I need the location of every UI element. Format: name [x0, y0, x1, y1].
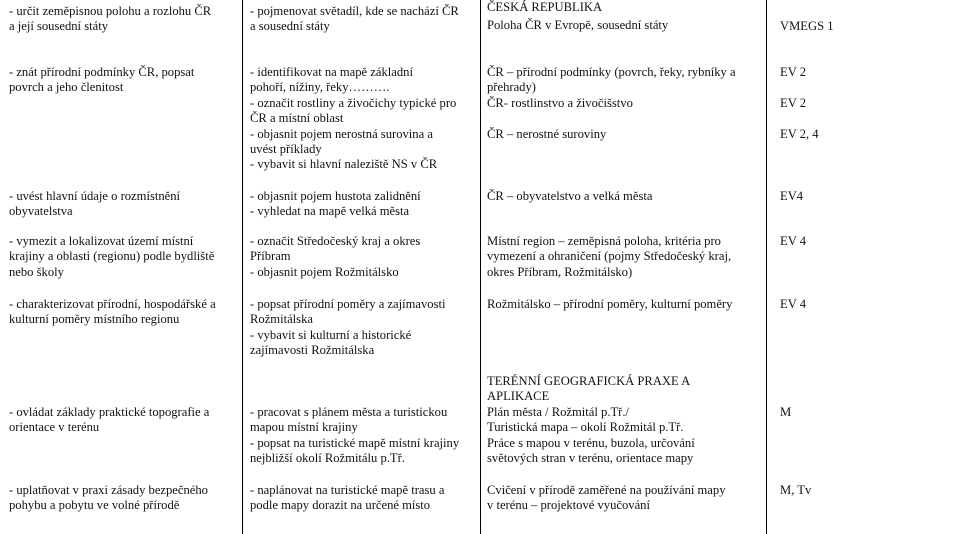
competence-cell [9, 65, 231, 96]
text-line: - objasnit pojem Rožmitálsko [250, 264, 399, 279]
text-line: Příbram [250, 249, 291, 264]
topic-cell [487, 374, 757, 466]
text-line: - pracovat s plánem města a turistickou [250, 405, 448, 419]
links-cell [780, 19, 950, 34]
text-line: krajiny a oblasti (regionu) podle bydliště [9, 249, 215, 264]
text-line: EV 4 [780, 234, 807, 248]
text-line: podle mapy dorazit na určené místo [250, 498, 431, 513]
topic-cell [487, 297, 757, 312]
competence-cell [9, 405, 231, 436]
topic-cell [487, 65, 757, 142]
text-line: vymezení a ohraničení (pojmy Středočeský kraj, [487, 249, 732, 264]
outcomes-cell [250, 189, 478, 220]
text-line: uvést příklady [250, 142, 322, 157]
column-divider [242, 0, 243, 534]
text-line: - popsat na turistické mapě místní krajiny [250, 435, 460, 450]
text-line: APLIKACE [487, 389, 550, 404]
text-line: - uplatňovat v praxi zásady bezpečného [9, 483, 208, 497]
text-line: TERÉNNÍ GEOGRAFICKÁ PRAXE A [487, 374, 691, 388]
links-cell [780, 405, 950, 420]
competence-cell [9, 189, 231, 220]
text-line: - vymezit a lokalizovat území místní [9, 234, 194, 248]
text-line: mapou místní krajiny [250, 420, 358, 435]
competence-cell [9, 4, 231, 35]
text-line: EV 2 [780, 95, 807, 110]
text-line: nejbližší okolí Rožmitálu p.Tř. [250, 451, 405, 466]
text-line: a sousední státy [250, 19, 330, 34]
column-divider [480, 0, 481, 534]
text-line: kulturní poměry místního regionu [9, 312, 180, 327]
text-line: M [780, 405, 792, 419]
text-line: a její sousední státy [9, 19, 108, 34]
text-line: světových stran v terénu, orientace mapy [487, 451, 694, 466]
text-line: pohoří, nížiny, řeky………. [250, 80, 390, 95]
text-line: Práce s mapou v terénu, buzola, určování [487, 435, 695, 450]
text-line: Rožmitálska [250, 312, 313, 327]
text-line: nebo školy [9, 264, 64, 279]
text-line: - popsat přírodní poměry a zajímavosti [250, 297, 446, 311]
text-line: ČESKÁ REPUBLIKA [487, 0, 603, 14]
links-cell [780, 297, 950, 312]
text-line: ČR – obyvatelstvo a velká města [487, 189, 653, 203]
text-line: - znát přírodní podmínky ČR, popsat [9, 65, 195, 79]
outcomes-cell [250, 483, 478, 514]
outcomes-cell [250, 65, 478, 173]
text-line: - naplánovat na turistické mapě trasu a [250, 483, 445, 497]
competence-cell [9, 234, 231, 280]
outcomes-cell [250, 4, 478, 35]
text-line: - určit zeměpisnou polohu a rozlohu ČR [9, 4, 212, 18]
links-cell [780, 483, 950, 498]
text-line: povrch a jeho členitost [9, 80, 124, 95]
text-line: EV4 [780, 189, 804, 203]
competence-cell [9, 483, 231, 514]
text-line: Cvičení v přírodě zaměřené na používání mapy [487, 483, 726, 497]
outcomes-cell [250, 405, 478, 467]
text-line: - vybavit si kulturní a historické [250, 327, 412, 342]
outcomes-cell [250, 297, 478, 359]
links-cell [780, 189, 950, 204]
text-line: - označit Středočeský kraj a okres [250, 234, 421, 248]
text-line: orientace v terénu [9, 420, 100, 435]
text-line: - ovládat základy praktické topografie a [9, 405, 210, 419]
text-line: - vybavit si hlavní naleziště NS v ČR [250, 157, 438, 172]
text-line: ČR- rostlinstvo a živočišstvo [487, 95, 633, 110]
text-line: zajímavosti Rožmitálska [250, 343, 375, 358]
text-line: VMEGS 1 [780, 19, 834, 33]
text-line: - vyhledat na mapě velká města [250, 204, 410, 219]
text-line: - objasnit pojem nerostná surovina a [250, 126, 433, 141]
text-line: ČR – nerostné suroviny [487, 126, 607, 141]
text-line: - pojmenovat světadíl, kde se nachází ČR [250, 4, 459, 18]
text-line: - označit rostliny a živočichy typické pro [250, 95, 457, 110]
text-line: ČR a místní oblast [250, 111, 344, 126]
text-line: v terénu – projektové vyučování [487, 498, 650, 513]
topic-cell [487, 234, 757, 280]
topic-cell [487, 483, 757, 514]
column-divider [766, 0, 767, 534]
links-cell [780, 234, 950, 249]
text-line: - charakterizovat přírodní, hospodářské a [9, 297, 216, 311]
text-line: přehrady) [487, 80, 536, 95]
text-line: Rožmitálsko – přírodní poměry, kulturní poměry [487, 297, 733, 311]
text-line: pohybu a pobytu ve volné přírodě [9, 498, 180, 513]
text-line: EV 4 [780, 297, 807, 311]
text-line: Plán města / Rožmitál p.Tř./ [487, 404, 630, 419]
competence-cell [9, 297, 231, 328]
outcomes-cell [250, 234, 478, 280]
links-cell [780, 65, 950, 142]
text-line: okres Příbram, Rožmitálsko) [487, 264, 633, 279]
text-line: - uvést hlavní údaje o rozmístnění [9, 189, 181, 203]
text-line: - identifikovat na mapě základní [250, 65, 413, 79]
text-line: - objasnit pojem hustota zalidnění [250, 189, 421, 203]
topic-cell [487, 0, 757, 34]
text-line: Turistická mapa – okolí Rožmitál p.Tř. [487, 420, 684, 435]
text-line: Poloha ČR v Evropě, sousední státy [487, 18, 669, 33]
text-line: obyvatelstva [9, 204, 73, 219]
text-line: M, Tv [780, 483, 812, 497]
text-line: Místní region – zeměpisná poloha, kritéria pro [487, 234, 721, 248]
text-line: ČR – přírodní podmínky (povrch, řeky, rybníky a [487, 65, 736, 79]
topic-cell [487, 189, 757, 204]
text-line: EV 2, 4 [780, 126, 819, 141]
text-line: EV 2 [780, 65, 807, 79]
